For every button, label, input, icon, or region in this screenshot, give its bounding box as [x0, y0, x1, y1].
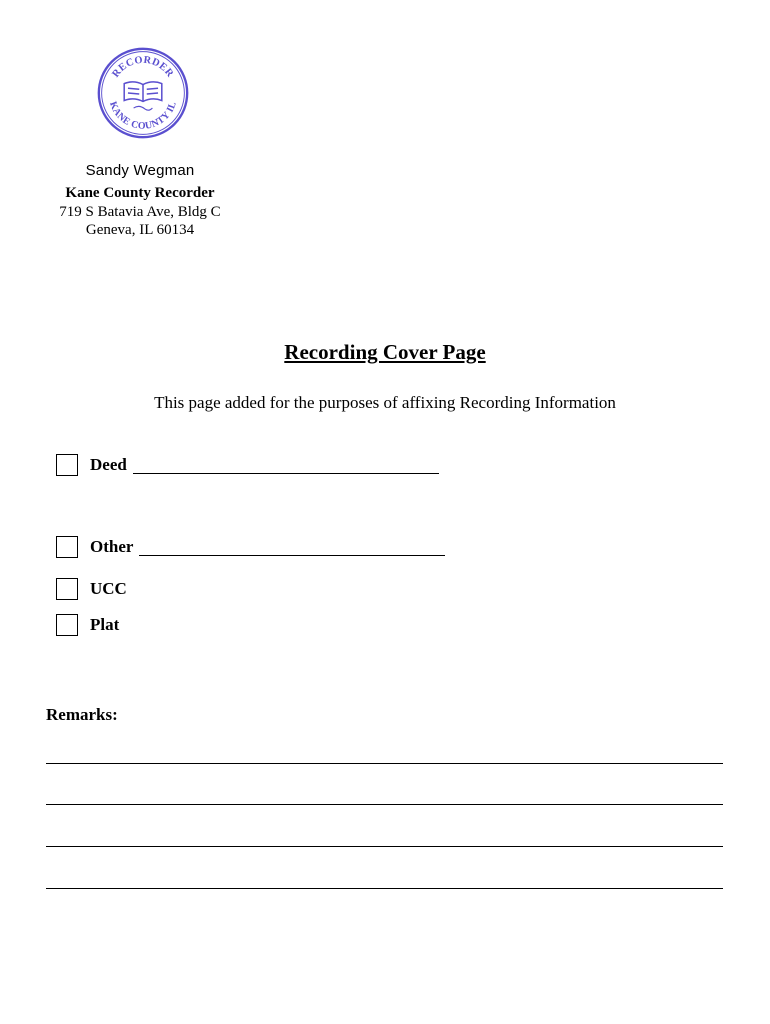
recorder-name: Sandy Wegman — [85, 162, 195, 179]
deed-checkbox[interactable] — [56, 454, 78, 476]
deed-label: Deed — [90, 455, 127, 474]
remarks-line-4[interactable] — [46, 888, 723, 889]
other-blank-line[interactable] — [139, 539, 445, 556]
address-line-1: 719 S Batavia Ave, Bldg C — [59, 204, 221, 220]
ucc-checkbox[interactable] — [56, 578, 78, 600]
remarks-line-2[interactable] — [46, 804, 723, 805]
book-icon — [124, 82, 162, 110]
remarks-line-3[interactable] — [46, 846, 723, 847]
other-label: Other — [90, 537, 134, 556]
kane-county-recorder-seal — [96, 46, 190, 140]
remarks-label: Remarks: — [46, 705, 118, 724]
address-line-2: Geneva, IL 60134 — [85, 222, 195, 238]
plat-checkbox[interactable] — [56, 614, 78, 636]
page-title: Recording Cover Page — [284, 340, 486, 364]
option-deed — [56, 452, 439, 478]
option-other — [56, 534, 445, 560]
remarks-line-1[interactable] — [46, 763, 723, 764]
option-plat — [56, 612, 119, 638]
deed-blank-line[interactable] — [133, 457, 439, 474]
other-checkbox[interactable] — [56, 536, 78, 558]
page-subtitle: This page added for the purposes of affixing Recording Information — [154, 393, 616, 412]
svg-text:RECORDER: RECORDER — [110, 54, 176, 80]
plat-label: Plat — [90, 615, 120, 634]
recorder-office: Kane County Recorder — [65, 185, 215, 201]
svg-text:KANE COUNTY IL: KANE COUNTY IL — [107, 100, 179, 132]
option-ucc — [56, 576, 127, 602]
ucc-label: UCC — [90, 579, 127, 598]
